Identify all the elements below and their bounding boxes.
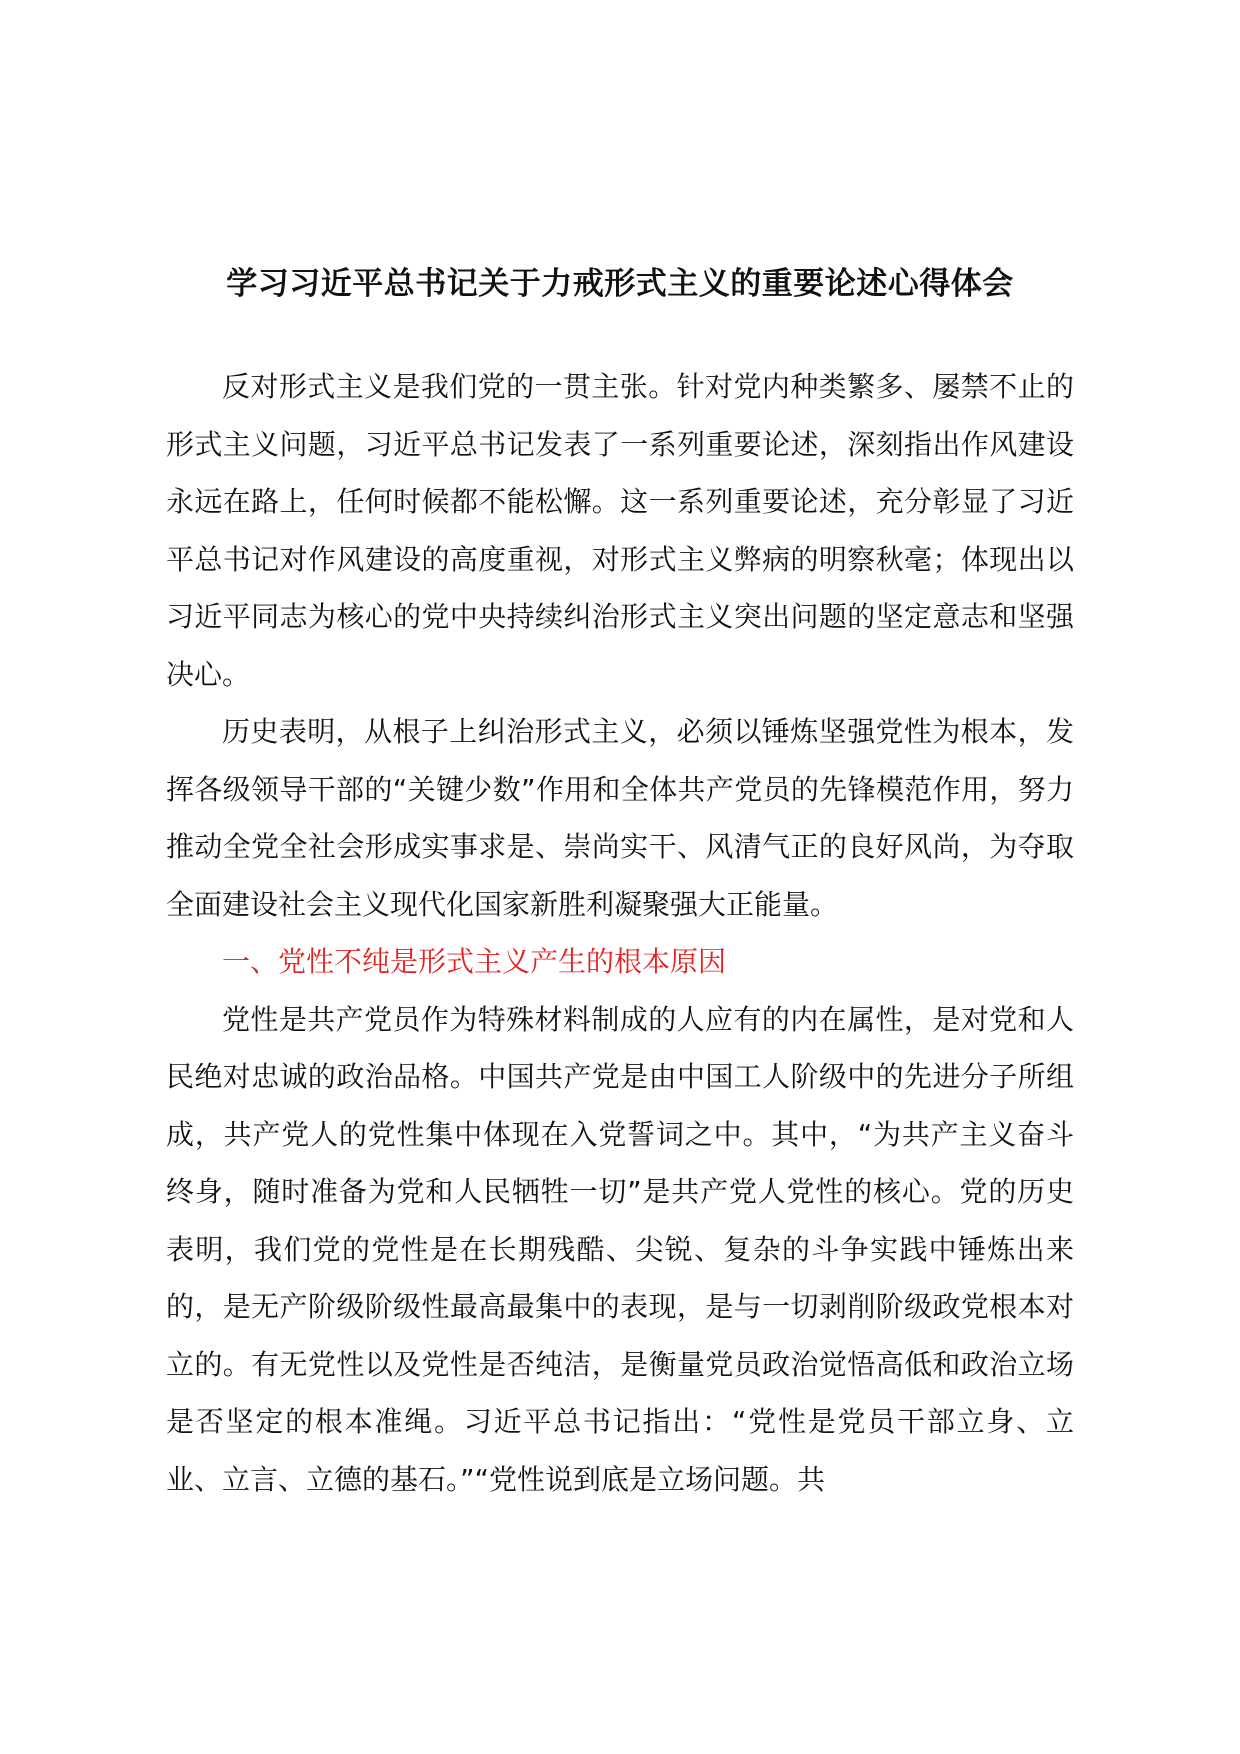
document-title: 学习习近平总书记关于力戒形式主义的重要论述心得体会 (226, 266, 1014, 302)
paragraph-party-nature: 党性是共产党员作为特殊材料制成的人应有的内在属性，是对党和人民绝对忠诚的政治品格。中国共产党是由中国工人阶级中的先进分子所组成，共产党人的党性集中体现在入党誓词之中。其中，“为共产主义奋斗终身，随时准备为党和人民牺牲一切”是共产党人党性的核心。党的历史表明，我们党的党性是在长期残酷、尖锐、复杂的斗争实践中锤炼出来的，是无产阶级阶级性最高最集中的表现，是与一切剥削阶级政党根本对立的。有无党性以及党性是否纯洁，是衡量党员政治觉悟高低和政治立场是否坚定的根本准绳。习近平总书记指出：“党性是党员干部立身、立业、立言、立德的基石。”“党性说到底是立场问题。共 (166, 1002, 1074, 1496)
section-heading: 一、党性不纯是形式主义产生的根本原因 (222, 945, 727, 978)
paragraph-intro: 反对形式主义是我们党的一贯主张。针对党内种类繁多、屡禁不止的形式主义问题，习近平总书记发表了一系列重要论述，深刻指出作风建设永远在路上，任何时候都不能松懈。这一系列重要论述，充分彰显了习近平总书记对作风建设的高度重视，对形式主义弊病的明察秋毫；体现出以习近平同志为核心的党中央持续纠治形式主义突出问题的坚定意志和坚强决心。 (166, 370, 1074, 691)
document-body (166, 358, 1074, 1508)
paragraph-history: 历史表明，从根子上纠治形式主义，必须以锤炼坚强党性为根本，发挥各级领导干部的“关键少数”作用和全体共产党员的先锋模范作用，努力推动全党全社会形成实事求是、崇尚实干、风清气正的良好风尚，为夺取全面建设社会主义现代化国家新胜利凝聚强大正能量。 (166, 715, 1074, 921)
